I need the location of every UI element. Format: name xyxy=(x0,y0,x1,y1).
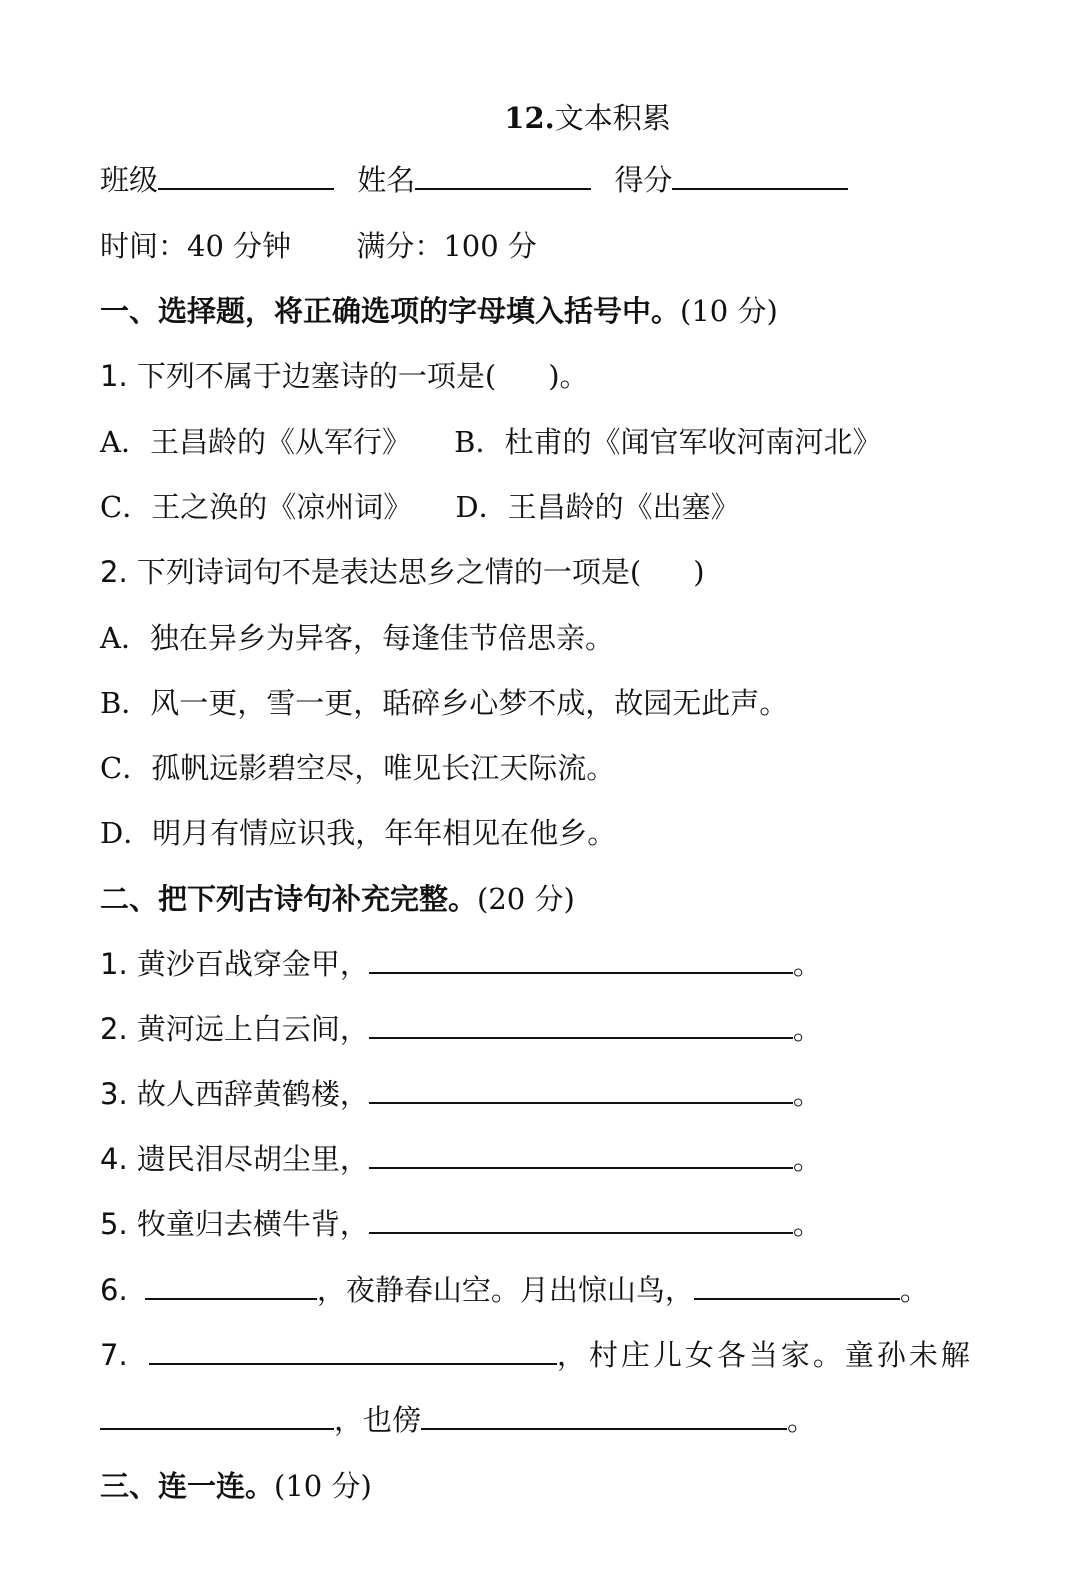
fill-blank-7b[interactable] xyxy=(100,1402,334,1430)
fill-period: 。 xyxy=(792,1077,822,1111)
q1-option-d: D．王昌龄的《出塞》 xyxy=(455,490,740,524)
fill-number: 4. xyxy=(100,1142,128,1176)
score-label: 得分 xyxy=(614,163,673,197)
fill-number: 5. xyxy=(100,1207,128,1241)
fill-number: 7. xyxy=(100,1338,128,1372)
section1-title: 一、选择题，将正确选项的字母填入括号中。 xyxy=(100,294,681,328)
fill-period: 。 xyxy=(792,947,822,981)
q2-option-c: C．孤帆远影碧空尽，唯见长江天际流。 xyxy=(100,751,616,785)
fill-item-2 xyxy=(100,1011,822,1047)
name-label: 姓名 xyxy=(357,163,416,197)
section1-points: (10 分) xyxy=(680,294,778,328)
fill-blank-6b[interactable] xyxy=(694,1272,900,1300)
fill-item-7 xyxy=(100,1337,973,1373)
section2-heading xyxy=(100,881,575,917)
fill-text: ，村庄儿女各当家。童孙未解 xyxy=(556,1338,973,1372)
fill-blank-2[interactable] xyxy=(369,1011,793,1039)
fill-number: 6. xyxy=(100,1273,128,1307)
fill-item-5 xyxy=(100,1206,822,1242)
fill-period: 。 xyxy=(787,1403,817,1437)
fill-text: 牧童归去横牛背， xyxy=(136,1207,369,1241)
fill-number: 3. xyxy=(100,1077,128,1111)
fill-blank-7a[interactable] xyxy=(149,1337,557,1365)
q1-end: )。 xyxy=(548,359,589,393)
fill-period: 。 xyxy=(792,1207,822,1241)
q2-stem xyxy=(100,554,705,590)
q1-option-a: A．王昌龄的《从军行》 xyxy=(100,425,411,459)
page-title xyxy=(0,96,1080,137)
fill-blank-6a[interactable] xyxy=(145,1272,317,1300)
q1-option-b: B．杜甫的《闻官军收河南河北》 xyxy=(454,425,882,459)
fill-text: ，也傍 xyxy=(334,1403,422,1437)
q1-options-row2 xyxy=(100,489,740,525)
fill-item-4 xyxy=(100,1141,822,1177)
q2-option-b: B．风一更，雪一更，聒碎乡心梦不成，故园无此声。 xyxy=(100,686,789,720)
title-number: 12. xyxy=(504,101,555,135)
fill-blank-5[interactable] xyxy=(369,1206,793,1234)
q2-number: 2. xyxy=(100,555,128,589)
q1-text: 下列不属于边塞诗的一项是( xyxy=(136,359,497,393)
section2-title: 二、把下列古诗句补充完整。 xyxy=(100,882,478,916)
q2-end: ) xyxy=(693,555,705,589)
q2-option-d: D．明月有情应识我，年年相见在他乡。 xyxy=(100,816,617,850)
q2-text: 下列诗词句不是表达思乡之情的一项是( xyxy=(136,555,642,589)
class-field[interactable] xyxy=(158,162,334,190)
fill-blank-7c[interactable] xyxy=(421,1402,787,1430)
section2-points: (20 分) xyxy=(477,882,575,916)
fill-text: 黄沙百战穿金甲， xyxy=(136,947,369,981)
fill-number: 1. xyxy=(100,947,128,981)
section3-heading xyxy=(100,1468,372,1504)
name-field[interactable] xyxy=(415,162,591,190)
score-field[interactable] xyxy=(672,162,848,190)
q1-option-c: C．王之涣的《凉州词》 xyxy=(100,490,413,524)
fill-period: 。 xyxy=(792,1142,822,1176)
fill-number: 2. xyxy=(100,1012,128,1046)
exam-info xyxy=(100,228,537,264)
q1-number: 1. xyxy=(100,359,128,393)
section1-heading xyxy=(100,293,778,329)
fill-blank-1[interactable] xyxy=(369,946,793,974)
q2-option-a: A．独在异乡为异客，每逢佳节倍思亲。 xyxy=(100,621,614,655)
q1-options-row1 xyxy=(100,424,881,460)
fill-period: 。 xyxy=(792,1012,822,1046)
section3-title: 三、连一连。 xyxy=(100,1469,275,1503)
fill-item-7-cont xyxy=(100,1402,816,1438)
class-label: 班级 xyxy=(100,163,159,197)
q1-stem xyxy=(100,358,589,394)
header-row xyxy=(100,162,848,198)
fill-blank-3[interactable] xyxy=(369,1076,793,1104)
time-info: 时间：40 分钟 xyxy=(100,229,292,263)
fill-period: 。 xyxy=(899,1273,929,1307)
section3-points: (10 分) xyxy=(274,1469,372,1503)
fill-blank-4[interactable] xyxy=(369,1141,793,1169)
fill-item-3 xyxy=(100,1076,822,1112)
fill-text: 故人西辞黄鹤楼， xyxy=(136,1077,369,1111)
fill-text: ，夜静春山空。月出惊山鸟， xyxy=(316,1273,694,1307)
fill-text: 遗民泪尽胡尘里， xyxy=(136,1142,369,1176)
full-score-info: 满分：100 分 xyxy=(356,229,537,263)
title-text: 文本积累 xyxy=(554,101,671,135)
fill-text: 黄河远上白云间， xyxy=(136,1012,369,1046)
fill-item-1 xyxy=(100,946,822,982)
fill-item-6 xyxy=(100,1272,929,1308)
